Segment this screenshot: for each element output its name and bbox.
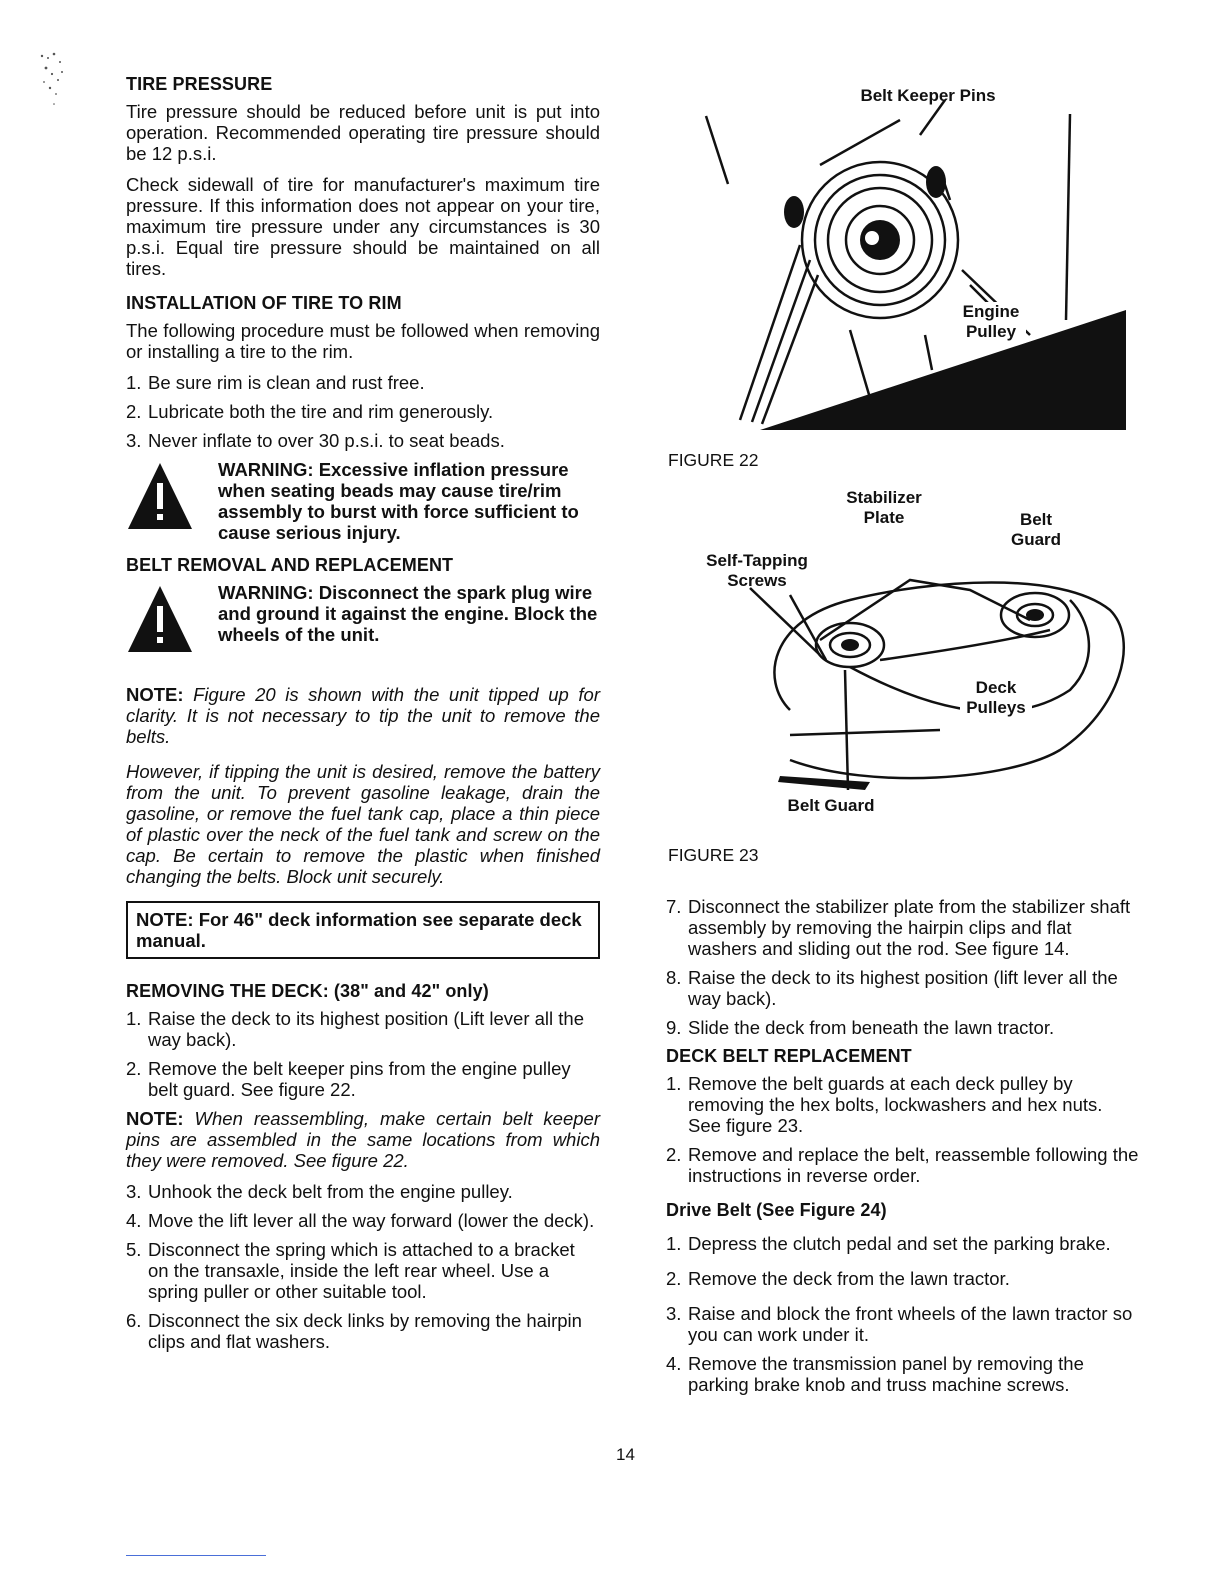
list-item: 2. Remove the deck from the lawn tractor. — [666, 1268, 1010, 1289]
label-deck-pulleys: Deck Pulleys — [960, 678, 1032, 718]
label-self-tapping-screws: Self-Tapping Screws — [706, 551, 808, 590]
note-label: NOTE: — [126, 1108, 184, 1129]
list-item: 3. Unhook the deck belt from the engine pulley. — [126, 1181, 513, 1202]
label-engine-pulley: Engine Pulley — [956, 302, 1026, 342]
removing-deck-heading: REMOVING THE DECK: (38" and 42" only) — [126, 981, 489, 1001]
installation-steps — [126, 372, 600, 451]
list-item: 7. Disconnect the stabilizer plate from the stabilizer shaft assembly by removing the hairpin clips and flat washers and sliding out the rod. See figure 14. — [666, 896, 1131, 959]
inflation-warning — [126, 459, 600, 543]
list-item: 1. Be sure rim is clean and rust free. — [126, 372, 425, 393]
deck-belt-steps — [666, 1073, 1140, 1186]
label-stabilizer-plate: Stabilizer Plate — [846, 488, 922, 527]
list-item: 3. Raise and block the front wheels of the lawn tractor so you can work under it. — [666, 1303, 1133, 1345]
figure-23-caption: FIGURE 23 — [668, 845, 759, 865]
figure-22-caption: FIGURE 22 — [668, 450, 759, 470]
removing-deck-steps-c — [666, 896, 1140, 1038]
inflation-warning-text: WARNING: Excessive inflation pressure when seating beads may cause tire/rim assembly to burst with force sufficient to cause serious injury. — [218, 459, 579, 543]
drive-belt-heading: Drive Belt (See Figure 24) — [666, 1200, 887, 1220]
list-item: 2. Remove and replace the belt, reassemble following the instructions in reverse order. — [666, 1144, 1139, 1186]
note-label: NOTE: — [126, 684, 184, 705]
deck-46-note-box: NOTE: For 46" deck information see separate deck manual. — [126, 901, 600, 959]
drive-belt-steps — [666, 1233, 1140, 1395]
list-item: 4. Move the lift lever all the way forward (lower the deck). — [126, 1210, 595, 1231]
warning-triangle-icon — [126, 582, 218, 658]
bottom-rule — [126, 1555, 266, 1556]
installation-intro: The following procedure must be followed when removing or installing a tire to the rim. — [126, 320, 600, 362]
right-column-text — [666, 896, 1140, 1403]
tire-pressure-heading: TIRE PRESSURE — [126, 74, 273, 94]
list-item: 4. Remove the transmission panel by removing the parking brake knob and truss machine screws. — [666, 1353, 1084, 1395]
tire-pressure-p1: Tire pressure should be reduced before unit is put into operation. Recommended operating tire pressure should be 12 p.s.i. — [126, 101, 600, 164]
belt-removal-heading: BELT REMOVAL AND REPLACEMENT — [126, 555, 454, 575]
removing-deck-steps-b — [126, 1181, 600, 1352]
list-item: 1. Depress the clutch pedal and set the parking brake. — [666, 1233, 1111, 1254]
spark-plug-warning — [126, 582, 600, 658]
reassembly-note — [126, 1108, 600, 1171]
list-item: 3. Never inflate to over 30 p.s.i. to seat beads. — [126, 430, 505, 451]
left-column — [126, 74, 600, 1360]
list-item: 6. Disconnect the six deck links by removing the hairpin clips and flat washers. — [126, 1310, 582, 1352]
label-belt-keeper-pins: Belt Keeper Pins — [860, 86, 996, 105]
deck-belt-heading: DECK BELT REPLACEMENT — [666, 1046, 912, 1066]
tire-pressure-p2: Check sidewall of tire for manufacturer's maximum tire pressure. If this information does not appear on your tire, maximum tire pressure under any circumstances is 30 p.s.i. Equal tire pressure should be maintained on all tires. — [126, 174, 600, 279]
list-item: 2. Remove the belt keeper pins from the engine pulley belt guard. See figure 22. — [126, 1058, 571, 1100]
scan-specks — [24, 44, 94, 164]
list-item: 2. Lubricate both the tire and rim generously. — [126, 401, 494, 422]
list-item: 5. Disconnect the spring which is attached to a bracket on the transaxle, inside the left rear wheel. Use a spring puller or other suitable tool. — [126, 1239, 575, 1302]
warning-triangle-icon — [126, 459, 218, 535]
label-belt-guard-top: Belt Guard — [1010, 510, 1062, 549]
label-belt-guard-bottom: Belt Guard — [787, 796, 875, 815]
list-item: 1. Remove the belt guards at each deck pulley by removing the hex bolts, lockwashers and hex nuts. See figure 23. — [666, 1073, 1103, 1136]
spark-plug-warning-text: WARNING: Disconnect the spark plug wire and ground it against the engine. Block the wheels of the unit. — [218, 582, 598, 645]
page-number: 14 — [616, 1445, 635, 1464]
tip-note — [126, 684, 600, 747]
note-text: When reassembling, make certain belt keeper pins are assembled in the same locations from which they were removed. See figure 22. — [126, 1108, 600, 1171]
removing-deck-steps-a — [126, 1008, 600, 1100]
tipping-paragraph: However, if tipping the unit is desired, remove the battery from the unit. To prevent gasoline leakage, drain the gasoline, or remove the fuel tank cap, place a thin piece of plastic over the neck of the fuel tank and screw on the cap. Be certain to remove the plastic when finished changing the belts. Block unit securely. — [126, 761, 600, 887]
list-item: 8. Raise the deck to its highest position (lift lever all the way back). — [666, 967, 1118, 1009]
figure-22-illustration — [700, 80, 1130, 440]
figure-23-illustration — [730, 560, 1130, 800]
list-item: 9. Slide the deck from beneath the lawn tractor. — [666, 1017, 1055, 1038]
list-item: 1. Raise the deck to its highest position (Lift lever all the way back). — [126, 1008, 585, 1050]
installation-heading: INSTALLATION OF TIRE TO RIM — [126, 293, 402, 313]
note-text: Figure 20 is shown with the unit tipped up for clarity. It is not necessary to tip the unit to remove the belts. — [126, 684, 600, 747]
